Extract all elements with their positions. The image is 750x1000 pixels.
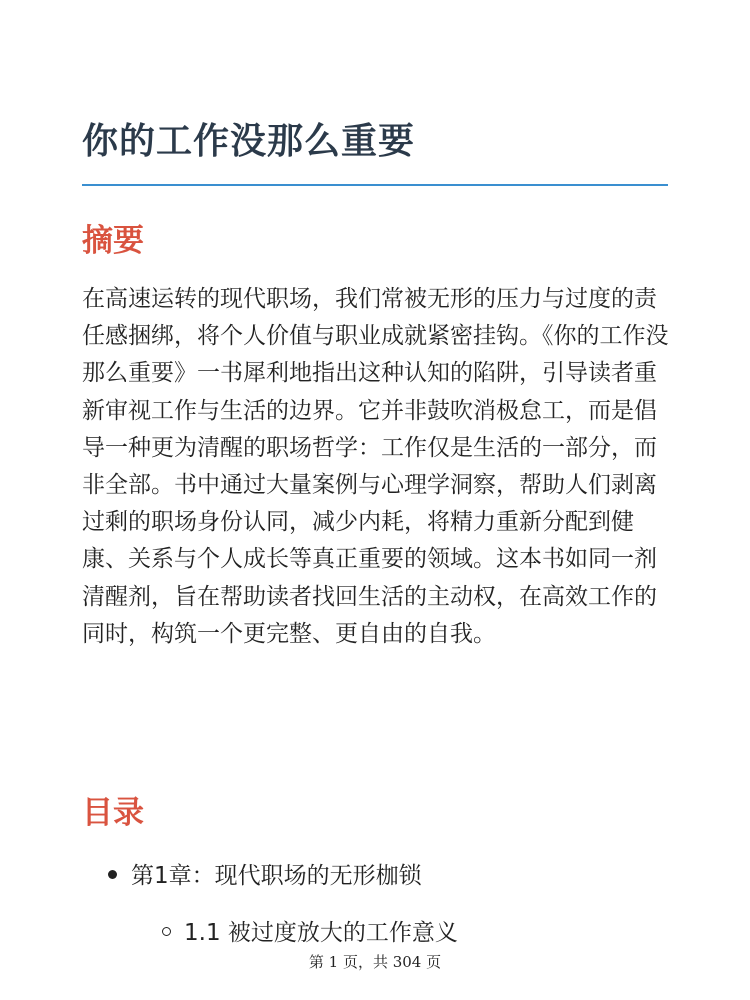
toc-chapter-1-label: 第1章：现代职场的无形枷锁: [131, 863, 422, 889]
title-divider: [82, 184, 668, 186]
page-footer: 第 1 页，共 304 页: [308, 953, 442, 971]
bullet-icon: [108, 870, 117, 879]
circle-bullet-icon: [162, 927, 171, 936]
toc-heading: 目录: [82, 795, 144, 831]
toc-chapter-1[interactable]: [108, 858, 422, 894]
summary-heading: 摘要: [82, 223, 144, 259]
toc-section-1-1[interactable]: [162, 915, 458, 951]
toc-section-1-1-label: 1.1 被过度放大的工作意义: [184, 920, 458, 946]
book-title: 你的工作没那么重要: [82, 121, 416, 162]
summary-paragraph: 在高速运转的现代职场，我们常被无形的压力与过度的责任感捆绑，将个人价值与职业成就紧密挂钩。《你的工作没那么重要》一书犀利地指出这种认知的陷阱，引导读者重新审视工作与生活的边界。它并非鼓吹消极怠工，而是倡导一种更为清醒的职场哲学：工作仅是生活的一部分，而非全部。书中通过大量案例与心理学洞察，帮助人们剥离过剩的职场身份认同，减少内耗，将精力重新分配到健康、关系与个人成长等真正重要的领域。这本书如同一剂清醒剂，旨在帮助读者找回生活的主动权，在高效工作的同时，构筑一个更完整、更自由的自我。: [82, 286, 669, 647]
